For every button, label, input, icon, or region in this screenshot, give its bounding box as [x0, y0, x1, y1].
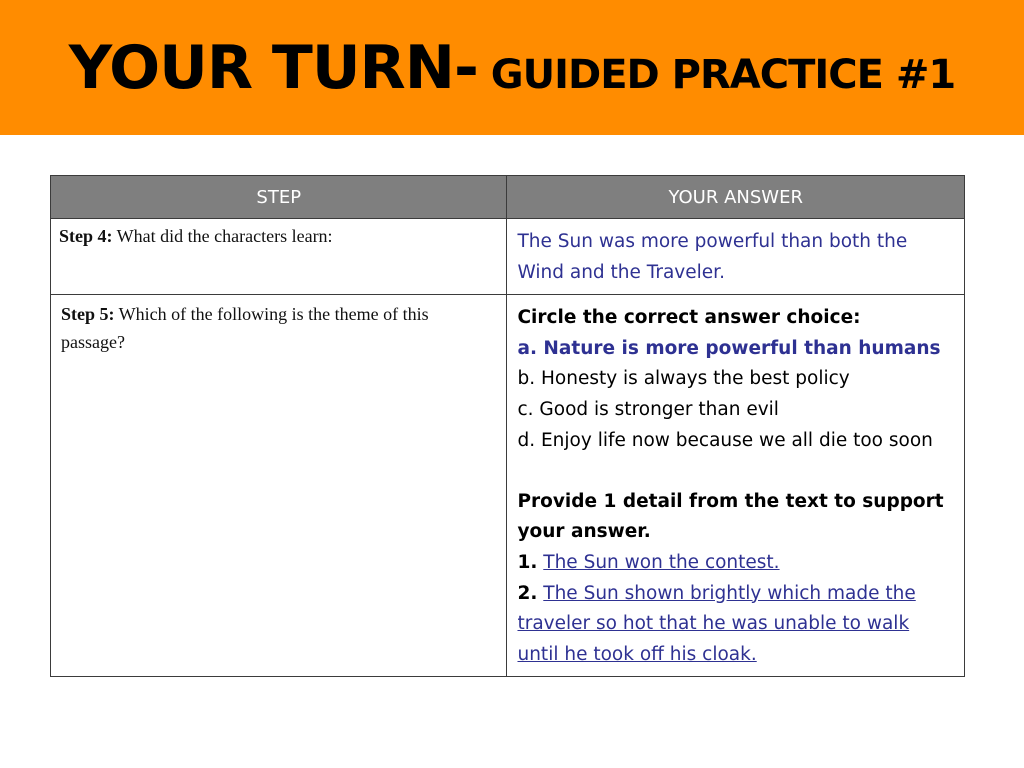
step-4-answer: The Sun was more powerful than both the Wind and the Traveler. — [517, 231, 908, 283]
detail-2-number: 2. — [517, 582, 538, 604]
step-4-label: Step 4: — [59, 226, 113, 246]
detail-1-text: The Sun won the contest. — [543, 551, 780, 573]
table-row — [51, 219, 965, 295]
step-5-cell — [51, 295, 507, 677]
detail-2 — [517, 579, 956, 671]
page-title — [69, 33, 955, 103]
detail-2-text: The Sun shown brightly which made the traveler so hot that he was unable to walk until he took off his cloak. — [517, 582, 916, 665]
title-main: YOUR TURN- — [68, 32, 478, 103]
detail-1-number: 1. — [517, 551, 538, 573]
choice-b[interactable]: b. Honesty is always the best policy — [517, 368, 850, 390]
detail-1 — [517, 548, 956, 579]
detail-prompt: Provide 1 detail from the text to support your answer. — [517, 490, 944, 543]
spacer — [517, 456, 956, 487]
step-4-question: What did the characters learn: — [112, 226, 333, 246]
step-5-label: Step 5: — [61, 304, 115, 325]
step-5-question: Which of the following is the theme of this passage? — [61, 304, 429, 353]
header-answer: YOUR ANSWER — [507, 176, 965, 219]
circle-answer-prompt: Circle the correct answer choice: — [517, 307, 861, 329]
step-4-cell — [51, 219, 507, 295]
choice-a[interactable]: a. Nature is more powerful than humans — [517, 337, 941, 359]
choice-d[interactable]: d. Enjoy life now because we all die too soon — [517, 429, 933, 451]
practice-table — [50, 175, 965, 677]
title-subtitle: GUIDED PRACTICE #1 — [477, 51, 956, 98]
title-banner — [0, 0, 1024, 135]
table-row — [51, 295, 965, 677]
step-5-answer-cell — [507, 295, 965, 677]
choice-c[interactable]: c. Good is stronger than evil — [517, 398, 779, 420]
table-header-row — [51, 176, 965, 219]
header-step: STEP — [51, 176, 507, 219]
step-4-answer-cell — [507, 219, 965, 295]
